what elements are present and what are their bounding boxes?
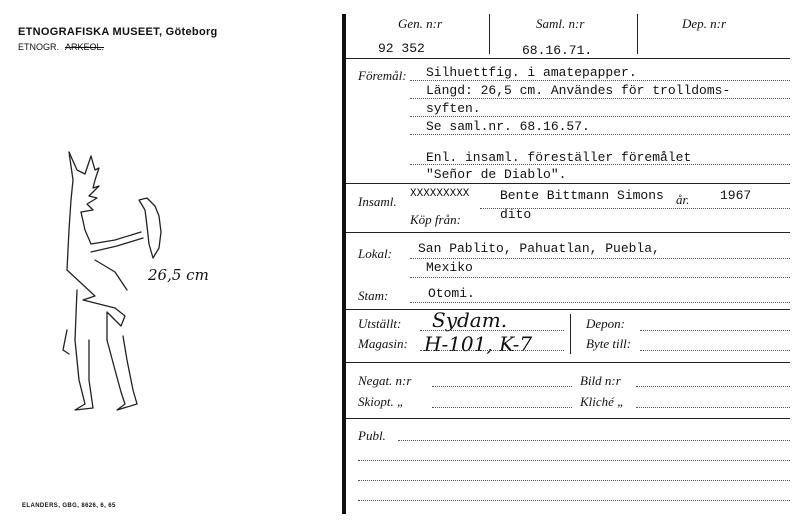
dotted-rule (410, 277, 790, 278)
stam-label: Stam: (358, 288, 389, 303)
ar-value: 1967 (720, 188, 752, 203)
col-divider-3 (570, 314, 571, 354)
dotted-rule (410, 134, 790, 135)
dotted-rule (432, 386, 572, 387)
dep-nr-label: Dep. n:r (682, 16, 727, 31)
bild-label: Bild n:r (580, 373, 621, 388)
gen-nr-value: 92 352 (378, 41, 425, 56)
dotted-rule (410, 164, 790, 165)
publ-label: Publ. (358, 428, 386, 443)
magasin-value: H-101, K-7 (424, 332, 533, 356)
dotted-rule (640, 330, 790, 331)
foremal-line: "Señor de Diablo". (426, 167, 567, 182)
printer-imprint: ELANDERS, GBG, 8626, 6, 65 (22, 503, 116, 509)
dotted-rule (358, 500, 790, 501)
lokal-line: Mexiko (426, 260, 473, 275)
insaml-struck: XXXXXXXXX (410, 188, 470, 200)
dotted-rule (410, 258, 790, 259)
foremal-line: Silhuettfig. i amatepapper. (426, 65, 637, 80)
row-rule (346, 418, 790, 419)
row-rule (346, 362, 790, 363)
kop-label: Köp från: (410, 212, 461, 227)
foremal-line: syften. (426, 101, 481, 116)
saml-nr-label: Saml. n:r (536, 16, 585, 31)
saml-nr-value: 68.16.71. (522, 43, 593, 58)
byte-label: Byte till: (586, 336, 632, 351)
lokal-line: San Pablito, Pahuatlan, Puebla, (418, 241, 660, 256)
dotted-rule (410, 80, 790, 81)
foremal-line: Enl. insaml. föreställer föremålet (426, 150, 692, 165)
department-struck: ARKEOL. (65, 42, 105, 52)
dotted-rule (480, 208, 790, 209)
col-divider-1 (489, 14, 490, 54)
lokal-label: Lokal: (358, 246, 392, 261)
dotted-rule (410, 302, 790, 303)
dotted-rule (420, 350, 564, 351)
dotted-rule (358, 460, 790, 461)
row-rule (346, 309, 790, 310)
ar-label: år. (676, 192, 690, 207)
card-left-border (342, 14, 346, 514)
foremal-line: Se saml.nr. 68.16.57. (426, 119, 590, 134)
dotted-rule (636, 407, 790, 408)
department-line (18, 42, 104, 52)
row-rule (346, 58, 790, 59)
gen-nr-label: Gen. n:r (398, 16, 443, 31)
dotted-rule (398, 440, 790, 441)
skiopt-label: Skiopt. „ (358, 394, 405, 409)
dotted-rule (410, 116, 790, 117)
dotted-rule (640, 350, 790, 351)
depon-label: Depon: (586, 316, 625, 331)
dimension-note: 26,5 cm (148, 266, 209, 284)
department-prefix: ETNOGR. (18, 42, 60, 52)
col-divider-2 (637, 14, 638, 54)
kop-value: dito (500, 207, 532, 222)
foremal-label: Föremål: (358, 68, 407, 83)
cliche-label: Kliché „ (580, 394, 625, 409)
negat-label: Negat. n:r (358, 373, 412, 388)
utstallt-value: Sydam. (432, 308, 508, 332)
dotted-rule (420, 330, 564, 331)
museum-header: ETNOGRAFISKA MUSEET, Göteborg (18, 26, 218, 38)
foremal-line: Längd: 26,5 cm. Användes för trolldoms- (426, 83, 731, 98)
magasin-label: Magasin: (358, 336, 408, 351)
insaml-value: Bente Bittmann Simons (500, 188, 664, 203)
dotted-rule (636, 386, 790, 387)
dotted-rule (432, 407, 572, 408)
dotted-rule (358, 480, 790, 481)
dotted-rule (410, 98, 790, 99)
utstallt-label: Utställt: (358, 316, 402, 331)
stam-value: Otomi. (428, 286, 475, 301)
insaml-label: Insaml. (358, 194, 397, 209)
row-rule (346, 183, 790, 184)
row-rule (346, 232, 790, 233)
